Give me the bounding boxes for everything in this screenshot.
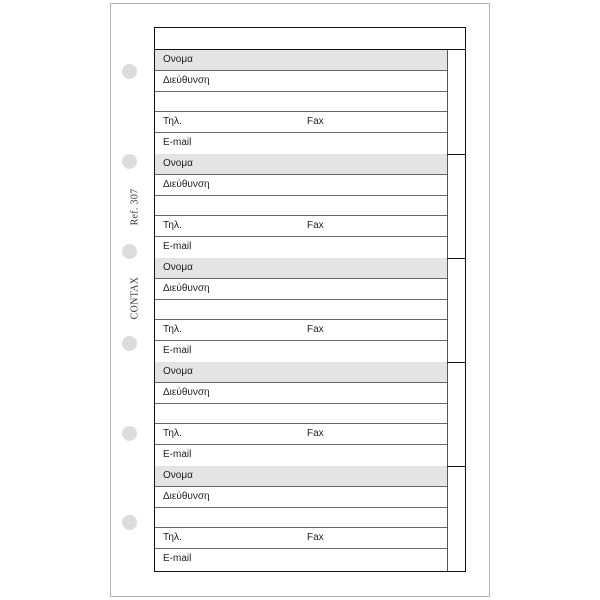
binder-hole <box>122 64 137 79</box>
fax-label: Fax <box>307 324 324 336</box>
address-label: Διεύθυνση <box>163 178 210 190</box>
address-field-line2[interactable] <box>155 508 447 529</box>
phone-fax-field[interactable] <box>155 528 447 549</box>
contact-entry <box>155 466 448 570</box>
name-label: Ονομα <box>163 470 193 481</box>
name-field[interactable] <box>155 50 447 71</box>
fax-label: Fax <box>307 532 324 544</box>
address-field[interactable] <box>155 487 447 508</box>
contact-entry <box>155 154 448 258</box>
address-form <box>154 27 466 572</box>
address-field-line2[interactable] <box>155 404 447 425</box>
name-field[interactable] <box>155 466 447 487</box>
address-field[interactable] <box>155 279 447 300</box>
email-label: E-mail <box>163 137 192 149</box>
fax-label: Fax <box>307 116 324 128</box>
phone-label: Τηλ. <box>163 116 182 128</box>
name-field[interactable] <box>155 362 447 383</box>
address-field[interactable] <box>155 71 447 92</box>
name-label: Ονομα <box>163 262 193 273</box>
email-field[interactable] <box>155 549 447 570</box>
phone-fax-field[interactable] <box>155 424 447 445</box>
name-label: Ονομα <box>163 54 193 65</box>
email-field[interactable] <box>155 237 447 258</box>
brand-label: CONTAX <box>129 276 141 320</box>
email-field[interactable] <box>155 445 447 466</box>
address-field-line2[interactable] <box>155 300 447 321</box>
email-label: E-mail <box>163 241 192 253</box>
binder-hole <box>122 336 137 351</box>
address-label: Διεύθυνση <box>163 74 210 86</box>
phone-label: Τηλ. <box>163 532 182 544</box>
phone-label: Τηλ. <box>163 428 182 440</box>
name-label: Ονομα <box>163 366 193 377</box>
phone-label: Τηλ. <box>163 220 182 232</box>
email-field[interactable] <box>155 133 447 154</box>
binder-hole <box>122 154 137 169</box>
fax-label: Fax <box>307 428 324 440</box>
phone-fax-field[interactable] <box>155 112 447 133</box>
address-label: Διεύθυνση <box>163 282 210 294</box>
fax-label: Fax <box>307 220 324 232</box>
contact-entry <box>155 258 448 362</box>
email-field[interactable] <box>155 341 447 362</box>
address-field[interactable] <box>155 383 447 404</box>
address-label: Διεύθυνση <box>163 386 210 398</box>
address-label: Διεύθυνση <box>163 490 210 502</box>
name-field[interactable] <box>155 154 447 175</box>
contact-entry <box>155 362 448 466</box>
address-field[interactable] <box>155 175 447 196</box>
name-label: Ονομα <box>163 158 193 169</box>
email-label: E-mail <box>163 345 192 357</box>
contact-entry <box>155 50 448 154</box>
address-field-line2[interactable] <box>155 196 447 217</box>
phone-fax-field[interactable] <box>155 216 447 237</box>
binder-hole <box>122 515 137 530</box>
name-field[interactable] <box>155 258 447 279</box>
phone-fax-field[interactable] <box>155 320 447 341</box>
reference-label: Ref. 307 <box>129 188 141 226</box>
binder-hole <box>122 426 137 441</box>
binder-hole <box>122 244 137 259</box>
phone-label: Τηλ. <box>163 324 182 336</box>
address-field-line2[interactable] <box>155 92 447 113</box>
email-label: E-mail <box>163 449 192 461</box>
email-label: E-mail <box>163 553 192 565</box>
